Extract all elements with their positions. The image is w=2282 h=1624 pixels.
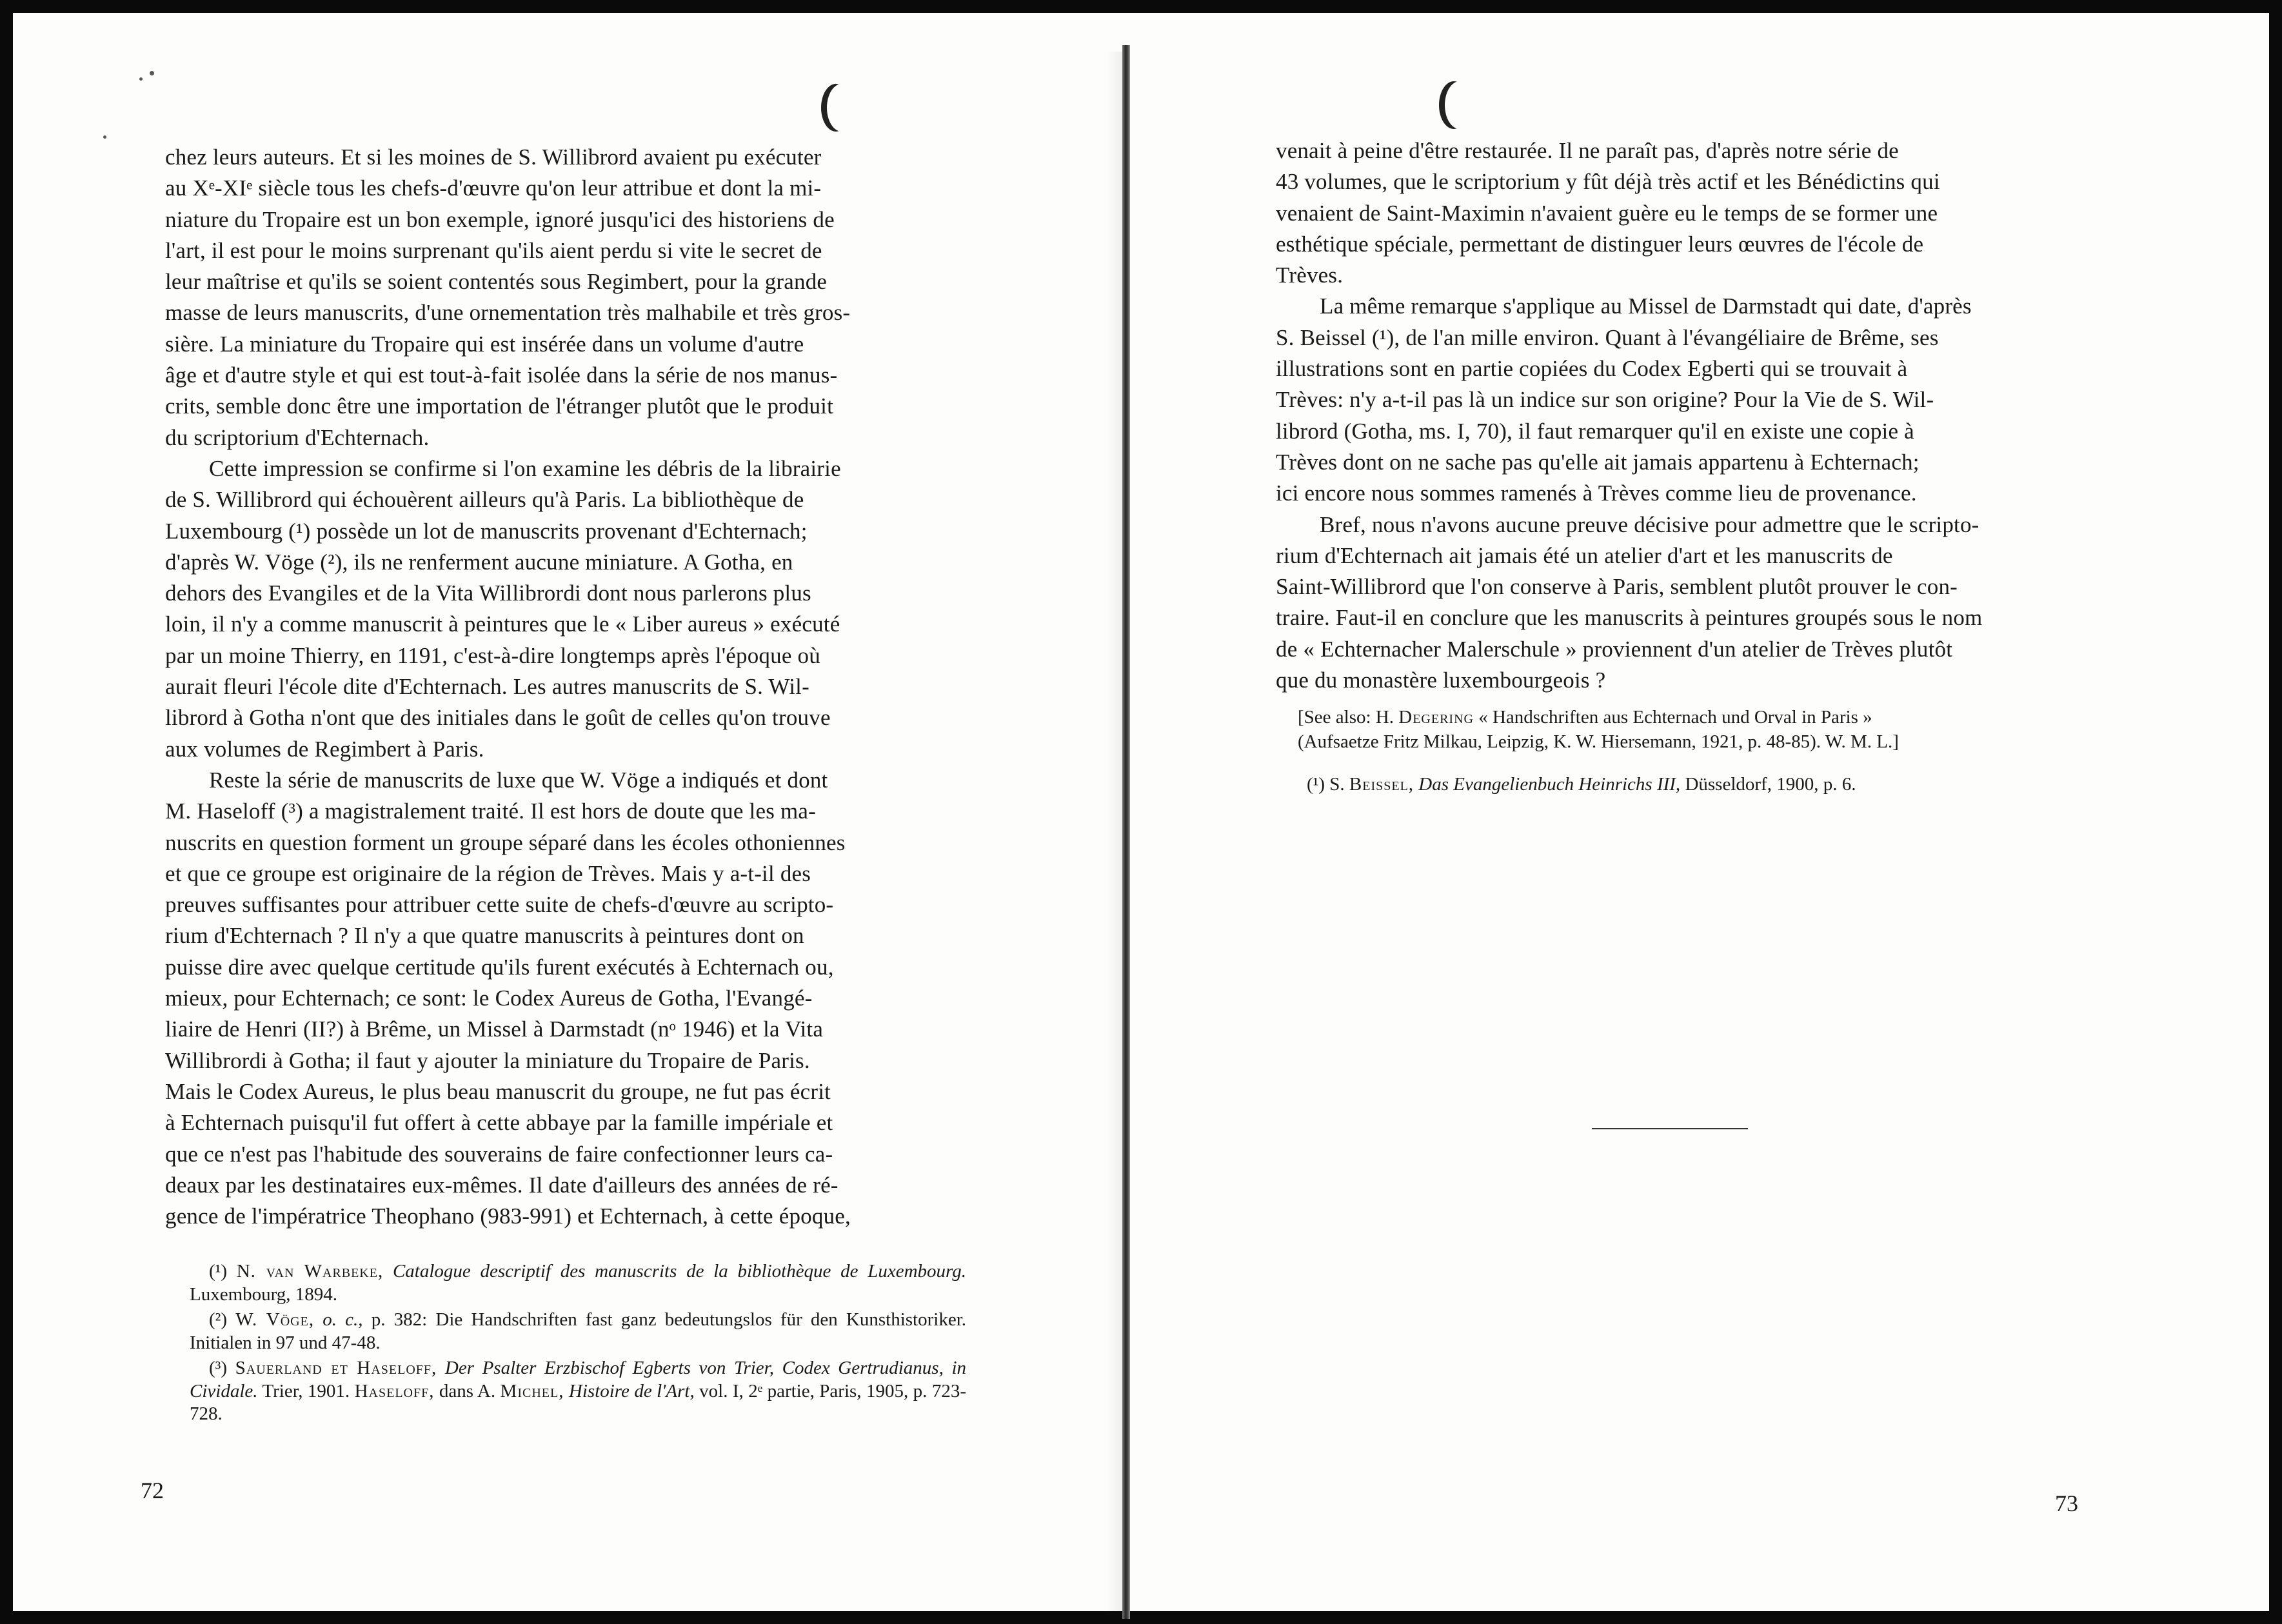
footnote-author: N. van Warbeke, [236, 1261, 384, 1282]
gutter-shadow [1106, 52, 1122, 1612]
footnote-author: W. Vöge, [235, 1309, 315, 1331]
footnotes-left [165, 1260, 966, 1426]
scan-speck [103, 135, 106, 139]
footnote-text: vol. I, 2ᵉ partie, Paris, 1905, p. 723-728. [190, 1380, 967, 1425]
footnote-1 [1276, 773, 2085, 797]
punch-hole-mark-left [827, 84, 857, 132]
footnote-2 [190, 1309, 966, 1354]
scan-speck [139, 77, 143, 81]
page-number-left: 72 [141, 1478, 164, 1503]
editor-note-author: Degering [1398, 707, 1474, 728]
footnote-title: Das Evangelienbuch Heinrichs III, [1418, 774, 1681, 795]
footnote-text: Düsseldorf, 1900, p. 6. [1685, 774, 1856, 795]
editor-note [1276, 705, 2085, 754]
footnote-title: Histoire de l'Art, [568, 1380, 695, 1401]
footnote-mark: (¹) S. [1307, 774, 1345, 795]
footnote-mark: (³) [209, 1358, 228, 1379]
footnote-author: Michel, [500, 1380, 564, 1401]
body-paragraph: venait à peine d'être restaurée. Il ne paraît pas, d'après notre série de 43 volumes, que le scriptorium y fût déjà très actif et les Bénédictins qui venaient de Saint-Maximin n'avaient guère eu le temps de se former une esthétique spéciale, permettant de distinguer leurs œuvres de l'école de Trèves. [1276, 138, 1940, 288]
footnote-title: o. c., [322, 1309, 363, 1331]
footnote-text: p. 382: Die Handschriften fast ganz bedeutungslos für den Kunsthistoriker. Initialen in 97 und 47-48. [190, 1309, 967, 1353]
footnote-title: Der Psalter Erzbischof Egberts von Trier, Codex Gertrudianus, in Cividale. [190, 1358, 967, 1401]
footnote-3 [190, 1357, 966, 1426]
editor-note-body: « Handschriften aus Echternach und Orval in Paris » (Aufsaetze Fritz Milkau, Leipzig, K. W. Hiersemann, 1921, p. 48-85). W. M. L.] [1298, 707, 1899, 753]
footnote-author: Haseloff, [354, 1380, 435, 1401]
footnote-text: Luxembourg, 1894. [190, 1283, 338, 1305]
footnote-author: Beissel, [1349, 774, 1414, 795]
section-divider [1592, 1128, 1748, 1129]
punch-hole-mark-right [1445, 81, 1474, 129]
footnote-text: Trier, 1901. [262, 1380, 350, 1401]
body-paragraph: Cette impression se confirme si l'on examine les débris de la librairie de S. Willibrord qui échouèrent ailleurs qu'à Paris. La bibliothèque de Luxembourg (¹) possède un lot de manuscrits provenant d'Echternach; d'après W. Vöge (²), ils ne renferment aucune miniature. A Gotha, en dehors des Evangiles et de la Vita Willibrordi dont nous parlerons plus loin, il n'y a comme manuscrit à peintures que le « Liber aureus » exécuté par un moine Thierry, en 1191, c'est-à-dire longtemps après l'époque où aurait fleuri l'école dite d'Echternach. Les autres manuscrits de S. Wil- librord à Gotha n'ont que des initiales dans le goût de celles qu'on trouve aux volumes de Regimbert à Paris. [165, 455, 841, 762]
right-page [1276, 135, 2085, 799]
left-page [165, 142, 966, 1429]
footnote-1 [190, 1260, 966, 1306]
body-paragraph: Reste la série de manuscrits de luxe que W. Vöge a indiqués et dont M. Haseloff (³) a magistralement traité. Il est hors de doute que les ma- nuscrits en question forment un groupe séparé dans les écoles othoniennes et que ce groupe est originaire de la région de Trèves. Mais y a-t-il des preuves suffisantes pour attribuer cette suite de chefs-d'œuvre au scripto- rium d'Echternach ? Il n'y a que quatre manuscrits à peintures dont on puisse dire avec quelque certitude qu'ils furent exécutés à Echternach ou, mieux, pour Echternach; ce sont: le Codex Aureus de Gotha, l'Evangé- liaire de Henri (II?) à Brême, un Missel à Darmstadt (nᵒ 1946) et la Vita Willibrordi à Gotha; il faut y ajouter la miniature du Tropaire de Paris. Mais le Codex Aureus, le plus beau manuscrit du groupe, ne fut pas écrit à Echternach puisqu'il fut offert à cette abbaye par la famille impériale et que ce n'est pas l'habitude des souverains de faire confectionner leurs ca- deaux par les destinataires eux-mêmes. Il date d'ailleurs des années de ré- gence de l'impératrice Theophano (983-991) et Echternach, à cette époque, [165, 767, 851, 1229]
editor-note-prefix: [See also: H. [1298, 707, 1394, 728]
footnote-text: dans A. [439, 1380, 496, 1401]
scan-speck [150, 71, 154, 75]
page-number-right: 73 [2055, 1490, 2078, 1516]
body-paragraph: chez leurs auteurs. Et si les moines de S. Willibrord avaient pu exécuter au Xᵉ-XIᵉ siècle tous les chefs-d'œuvre qu'on leur attribue et dont la mi- niature du Tropaire est un bon exemple, ignoré jusqu'ici des historiens de l'art, il est pour le moins surprenant qu'ils aient perdu si vite le secret de leur maîtrise et qu'ils se soient contentés sous Regimbert, pour la grande masse de leurs manuscrits, d'une ornementation très malhabile et très gros- sière. La miniature du Tropaire qui est insérée dans un volume d'autre âge et d'autre style et qui est tout-à-fait isolée dans la série de nos manus- crits, semble donc être une importation de l'étranger plutôt que le produit du scriptorium d'Echternach. [165, 144, 851, 450]
body-paragraph: La même remarque s'applique au Missel de Darmstadt qui date, d'après S. Beissel (¹), de l'an mille environ. Quant à l'évangéliaire de Brême, ses illustrations sont en partie copiées du Codex Egberti qui se trouvait à Trèves: n'y a-t-il pas là un indice sur son origine? Pour la Vie de S. Wil- librord (Gotha, ms. I, 70), il faut remarquer qu'il en existe une copie à Trèves dont on ne sache pas qu'elle ait jamais appartenu à Echternach; ici encore nous sommes ramenés à Trèves comme lieu de provenance. [1276, 293, 1972, 506]
body-paragraph: Bref, nous n'avons aucune preuve décisive pour admettre que le scripto- rium d'Echternach ait jamais été un atelier d'art et les manuscrits de Saint-Willibrord que l'on conserve à Paris, semblent plutôt prouver le con- traire. Faut-il en conclure que les manuscrits à peintures groupés sous le nom de « Echternacher Malerschule » proviennent d'un atelier de Trèves plutôt que du monastère luxembourgeois ? [1276, 511, 1983, 693]
footnote-mark: (¹) [209, 1261, 228, 1282]
footnote-title: Catalogue descriptif des manuscrits de la bibliothèque de Luxembourg. [392, 1261, 967, 1282]
footnote-author: Sauerland et Haseloff, [235, 1358, 437, 1379]
footnote-mark: (²) [209, 1309, 228, 1331]
book-gutter [1122, 45, 1130, 1619]
